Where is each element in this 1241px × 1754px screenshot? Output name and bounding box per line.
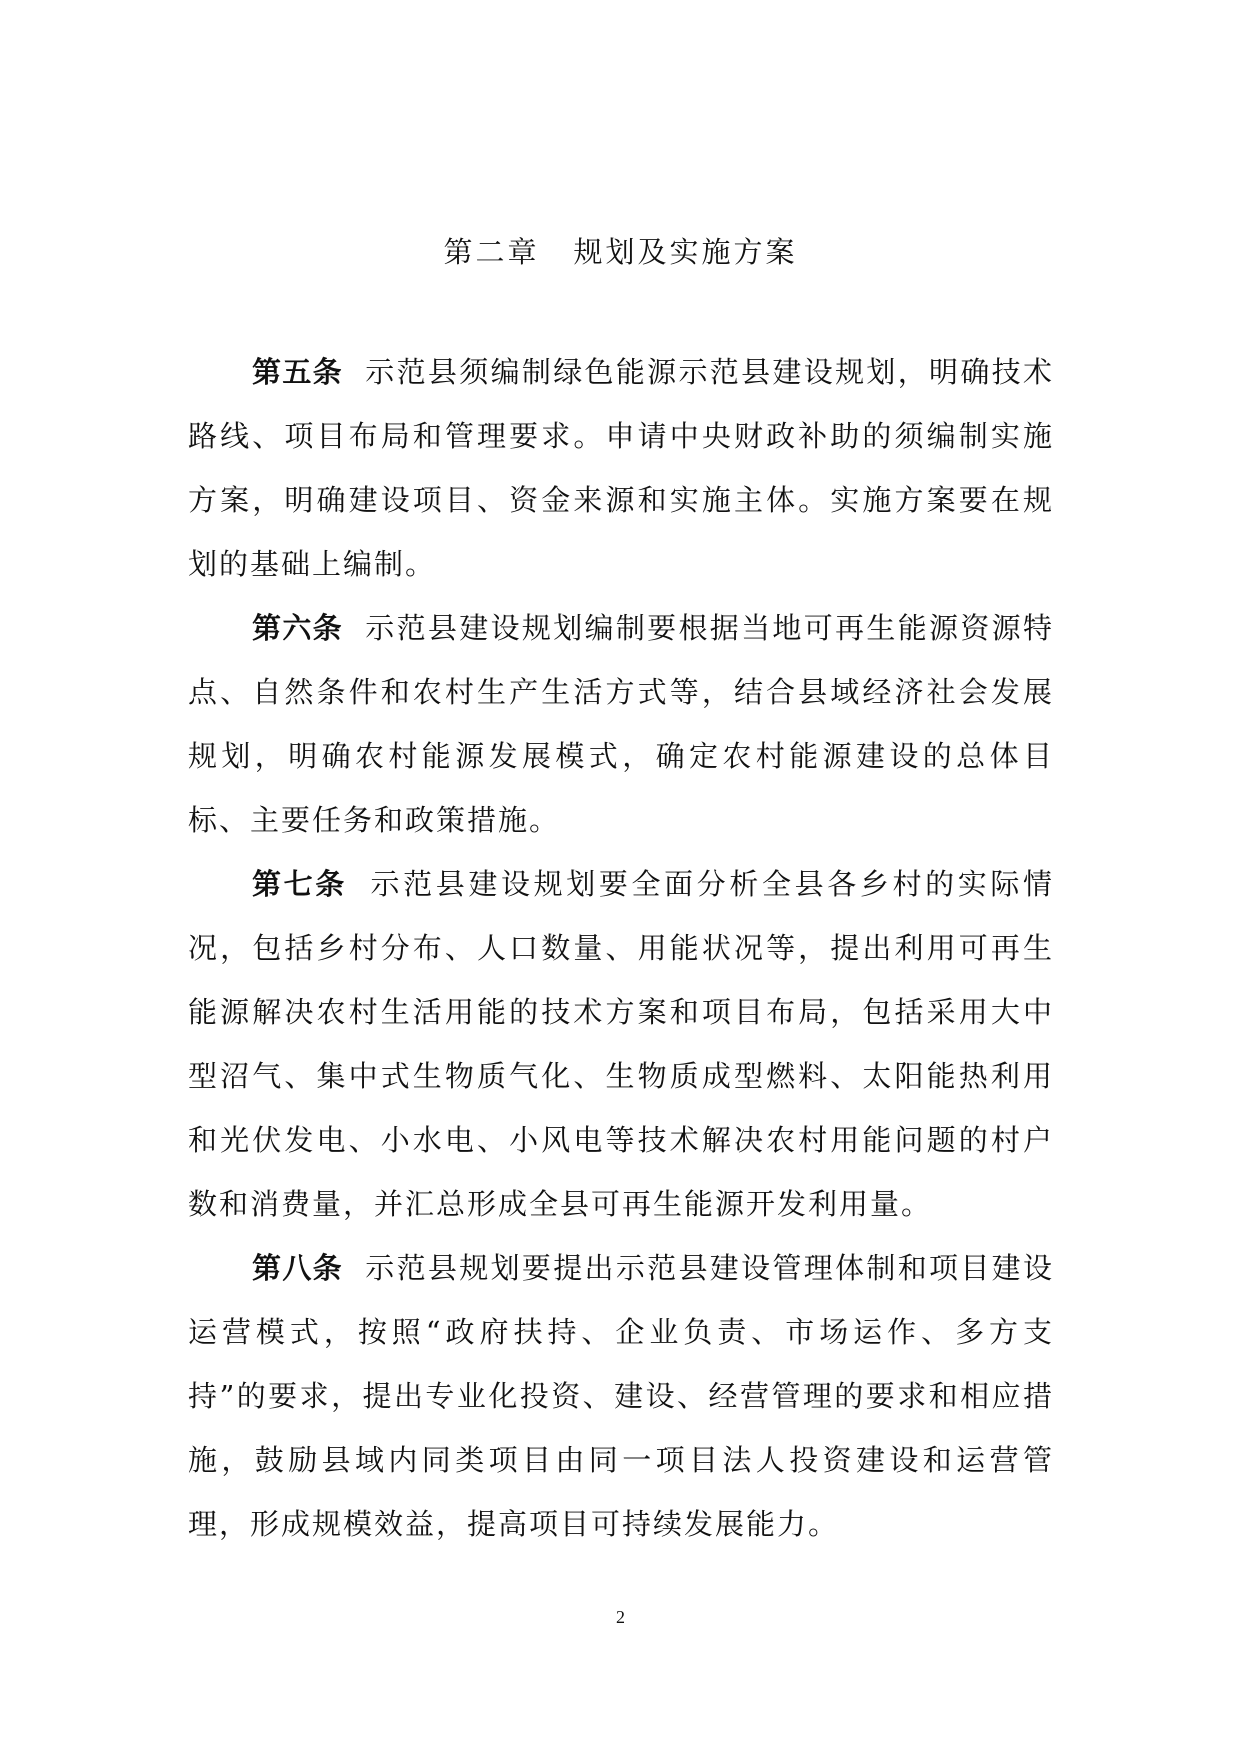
- article-8: [188, 1236, 1054, 1556]
- article-text: 示范县建设规划要全面分析全县各乡村的实际情况，包括乡村分布、人口数量、用能状况等，提出利用可再生能源解决农村生活用能的技术方案和项目布局，包括采用大中型沼气、集中式生物质气化、生物质成型燃料、太阳能热利用和光伏发电、小水电、小风电等技术解决农村用能问题的村户数和消费量，并汇总形成全县可再生能源开发利用量。: [188, 867, 1054, 1221]
- article-text: 示范县规划要提出示范县建设管理体制和项目建设运营模式，按照“政府扶持、企业负责、市场运作、多方支持”的要求，提出专业化投资、建设、经营管理的要求和相应措施，鼓励县域内同类项目由同一项目法人投资建设和运营管理，形成规模效益，提高项目可持续发展能力。: [188, 1251, 1054, 1541]
- article-label: 第七条: [252, 867, 347, 901]
- article-7: [188, 852, 1054, 1236]
- chapter-number: 第二章: [443, 235, 540, 269]
- chapter-name: 规划及实施方案: [573, 235, 798, 269]
- article-label: 第五条: [252, 355, 343, 389]
- article-text: 示范县建设规划编制要根据当地可再生能源资源特点、自然条件和农村生产生活方式等，结合县域经济社会发展规划，明确农村能源发展模式，确定农村能源建设的总体目标、主要任务和政策措施。: [188, 611, 1054, 837]
- article-label: 第六条: [252, 611, 343, 645]
- chapter-title: [0, 222, 1241, 282]
- document-body: [188, 340, 1054, 1556]
- page-number: 2: [616, 1607, 625, 1627]
- article-text: 示范县须编制绿色能源示范县建设规划，明确技术路线、项目布局和管理要求。申请中央财政补助的须编制实施方案，明确建设项目、资金来源和实施主体。实施方案要在规划的基础上编制。: [188, 355, 1054, 581]
- article-6: [188, 596, 1054, 852]
- article-5: [188, 340, 1054, 596]
- article-label: 第八条: [252, 1251, 343, 1285]
